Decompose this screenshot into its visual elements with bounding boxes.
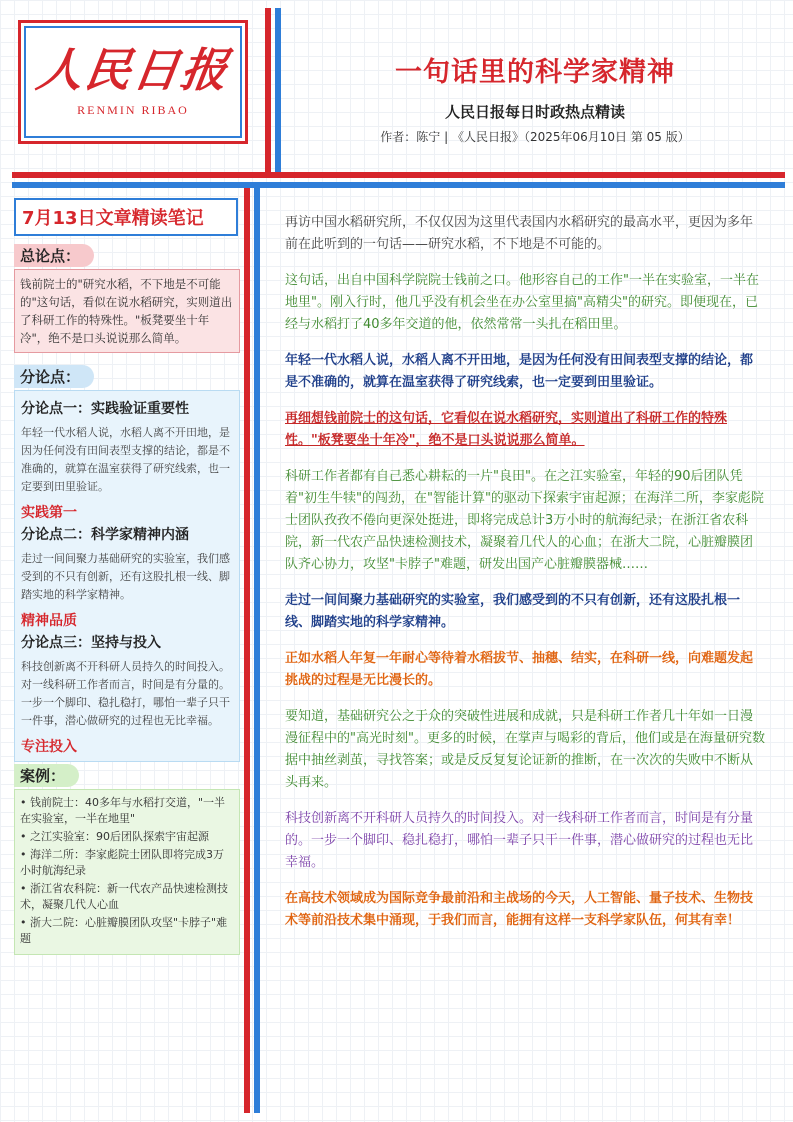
article-paragraph-emphasis: 正如水稻人年复一年耐心等待着水稻拔节、抽穗、结实，在科研一线，向难题发起挑战的过程是无比漫长的。 bbox=[285, 651, 754, 688]
column-divider-red bbox=[244, 188, 250, 1113]
header-divider-blue bbox=[275, 8, 281, 173]
sub-point-text: 年轻一代水稻人说，水稻人离不开田地，是因为任何没有田间表型支撑的结论，都是不准确的，就算在温室获得了研究线索，也一定要到田里验证。 bbox=[21, 426, 230, 493]
main-argument-text: 钱前院士的"研究水稻，不下地是不可能的"这句话，看似在说水稻研究，实则道出了科研工作的特殊性。"板凳要坐十年冷"，绝不是口头说说那么简单。 bbox=[20, 277, 233, 345]
page-subtitle: 人民日报每日时政热点精读 bbox=[444, 103, 625, 121]
article-paragraph-key: 再细想钱前院士的这句话，它看似在说水稻研究，实则道出了科研工作的特殊性。"板凳要坐十年冷"，绝不是口头说说那么简单。 bbox=[285, 411, 728, 448]
column-divider-blue bbox=[254, 188, 260, 1113]
cases-label: 案例： bbox=[14, 764, 79, 787]
sub-point-heading: 分论点一：实践验证重要性 bbox=[21, 401, 189, 417]
logo-inner-frame bbox=[24, 26, 242, 138]
page-title: 一句话里的科学家精神 bbox=[395, 57, 675, 88]
sub-point-tag: 专注投入 bbox=[21, 739, 77, 755]
sub-arguments-box bbox=[14, 390, 240, 762]
case-item: • 钱前院士：40多年与水稻打交道，"一半在实验室，一半在地里" bbox=[20, 795, 234, 827]
sub-point-tag: 精神品质 bbox=[21, 613, 77, 629]
main-argument-label: 总论点： bbox=[14, 244, 94, 267]
sub-point-tag: 实践第一 bbox=[21, 505, 77, 521]
horizontal-rule-blue bbox=[12, 182, 785, 188]
article-paragraph: 科技创新离不开科研人员持久的时间投入。对一线科研工作者而言，时间是有分量的。一步一个脚印、稳扎稳打，哪怕一辈子只干一件事，潜心做研究的过程也无比幸福。 bbox=[285, 811, 754, 870]
cases-section bbox=[14, 764, 240, 955]
case-item: • 浙江省农科院：新一代农产品快速检测技术，凝聚几代人心血 bbox=[20, 881, 234, 913]
logo-english-text: RENMIN RIBAO bbox=[77, 102, 189, 117]
article-paragraph: 这句话，出自中国科学院院士钱前之口。他形容自己的工作"一半在实验室，一半在地里"。刚入行时，他几乎没有机会坐在办公室里搞"高精尖"的研究。即便现在，已经与水稻打了40多年交道的他，依然常常一头扎在稻田里。 bbox=[285, 273, 759, 332]
sub-arguments-label: 分论点： bbox=[14, 365, 94, 388]
article-paragraph-conclusion: 在高技术领域成为国际竞争最前沿和主战场的今天，人工智能、量子技术、生物技术等前沿技术集中涌现，于我们而言，能拥有这样一支科学家队伍，何其有幸！ bbox=[285, 891, 754, 928]
sub-point-heading: 分论点二：科学家精神内涵 bbox=[21, 527, 189, 543]
notes-title: 7月13日文章精读笔记 bbox=[14, 198, 238, 236]
case-item: • 浙大二院：心脏瓣膜团队攻坚"卡脖子"难题 bbox=[20, 915, 234, 947]
article-paragraph: 科研工作者都有自己悉心耕耘的一片"良田"。在之江实验室，年轻的90后团队凭着"初生牛犊"的闯劲，在"智能计算"的驱动下探索宇宙起源；在海洋二所，李家彪院士团队孜孜不倦向更深处挺进，即将完成总计3万小时的航海纪录；在浙江省农科院，新一代农产品快速检测技术，凝聚着几代人的心血；在浙大二院，心脏瓣膜团队齐心协力，攻坚"卡脖子"难题，研发出国产心脏瓣膜器械…… bbox=[285, 469, 764, 572]
horizontal-rule-red bbox=[12, 172, 785, 178]
sub-point-text: 科技创新离不开科研人员持久的时间投入。对一线科研工作者而言，时间是有分量的。一步一个脚印、稳扎稳打，哪怕一辈子只干一件事，潜心做研究的过程也无比幸福。 bbox=[21, 660, 230, 727]
article-paragraph: 再访中国水稻研究所，不仅仅因为这里代表国内水稻研究的最高水平，更因为多年前在此听到的一句话——研究水稻，不下地是不可能的。 bbox=[285, 215, 754, 252]
sub-point-heading: 分论点三：坚持与投入 bbox=[21, 635, 161, 651]
case-item: • 之江实验室：90后团队探索宇宙起源 bbox=[20, 829, 234, 845]
article-paragraph-highlight: 年轻一代水稻人说，水稻人离不开田地，是因为任何没有田间表型支撑的结论，都是不准确的，就算在温室获得了研究线索，也一定要到田里验证。 bbox=[285, 353, 754, 390]
header-divider-red bbox=[265, 8, 271, 173]
author-line: 作者：陈宁 | 《人民日报》（2025年06月10日 第 05 版） bbox=[380, 130, 690, 144]
sub-point-text: 走过一间间聚力基础研究的实验室，我们感受到的不只有创新，还有这股扎根一线、脚踏实地的科学家精神。 bbox=[21, 552, 230, 601]
logo-chinese-text: 人民日报 bbox=[33, 42, 233, 97]
cases-box bbox=[14, 789, 240, 955]
article-paragraph: 要知道，基础研究公之于众的突破性进展和成就，只是科研工作者几十年如一日漫漫征程中的"高光时刻"。更多的时候，在掌声与喝彩的背后，他们或是在海量研究数据中抽丝剥茧，寻找答案；或是反反复复论证新的推断，在一次次的失败中不断从头再来。 bbox=[285, 709, 765, 790]
article-body bbox=[285, 212, 765, 946]
cases-list bbox=[20, 795, 234, 947]
main-argument-box bbox=[14, 269, 240, 353]
notes-column bbox=[14, 198, 240, 955]
newspaper-logo bbox=[18, 20, 248, 144]
article-paragraph-highlight: 走过一间间聚力基础研究的实验室，我们感受到的不只有创新，还有这股扎根一线、脚踏实地的科学家精神。 bbox=[285, 593, 741, 630]
header-titles bbox=[285, 50, 785, 145]
case-item: • 海洋二所：李家彪院士团队即将完成3万小时航海纪录 bbox=[20, 847, 234, 879]
main-argument-section bbox=[14, 244, 240, 353]
sub-arguments-section bbox=[14, 365, 240, 762]
